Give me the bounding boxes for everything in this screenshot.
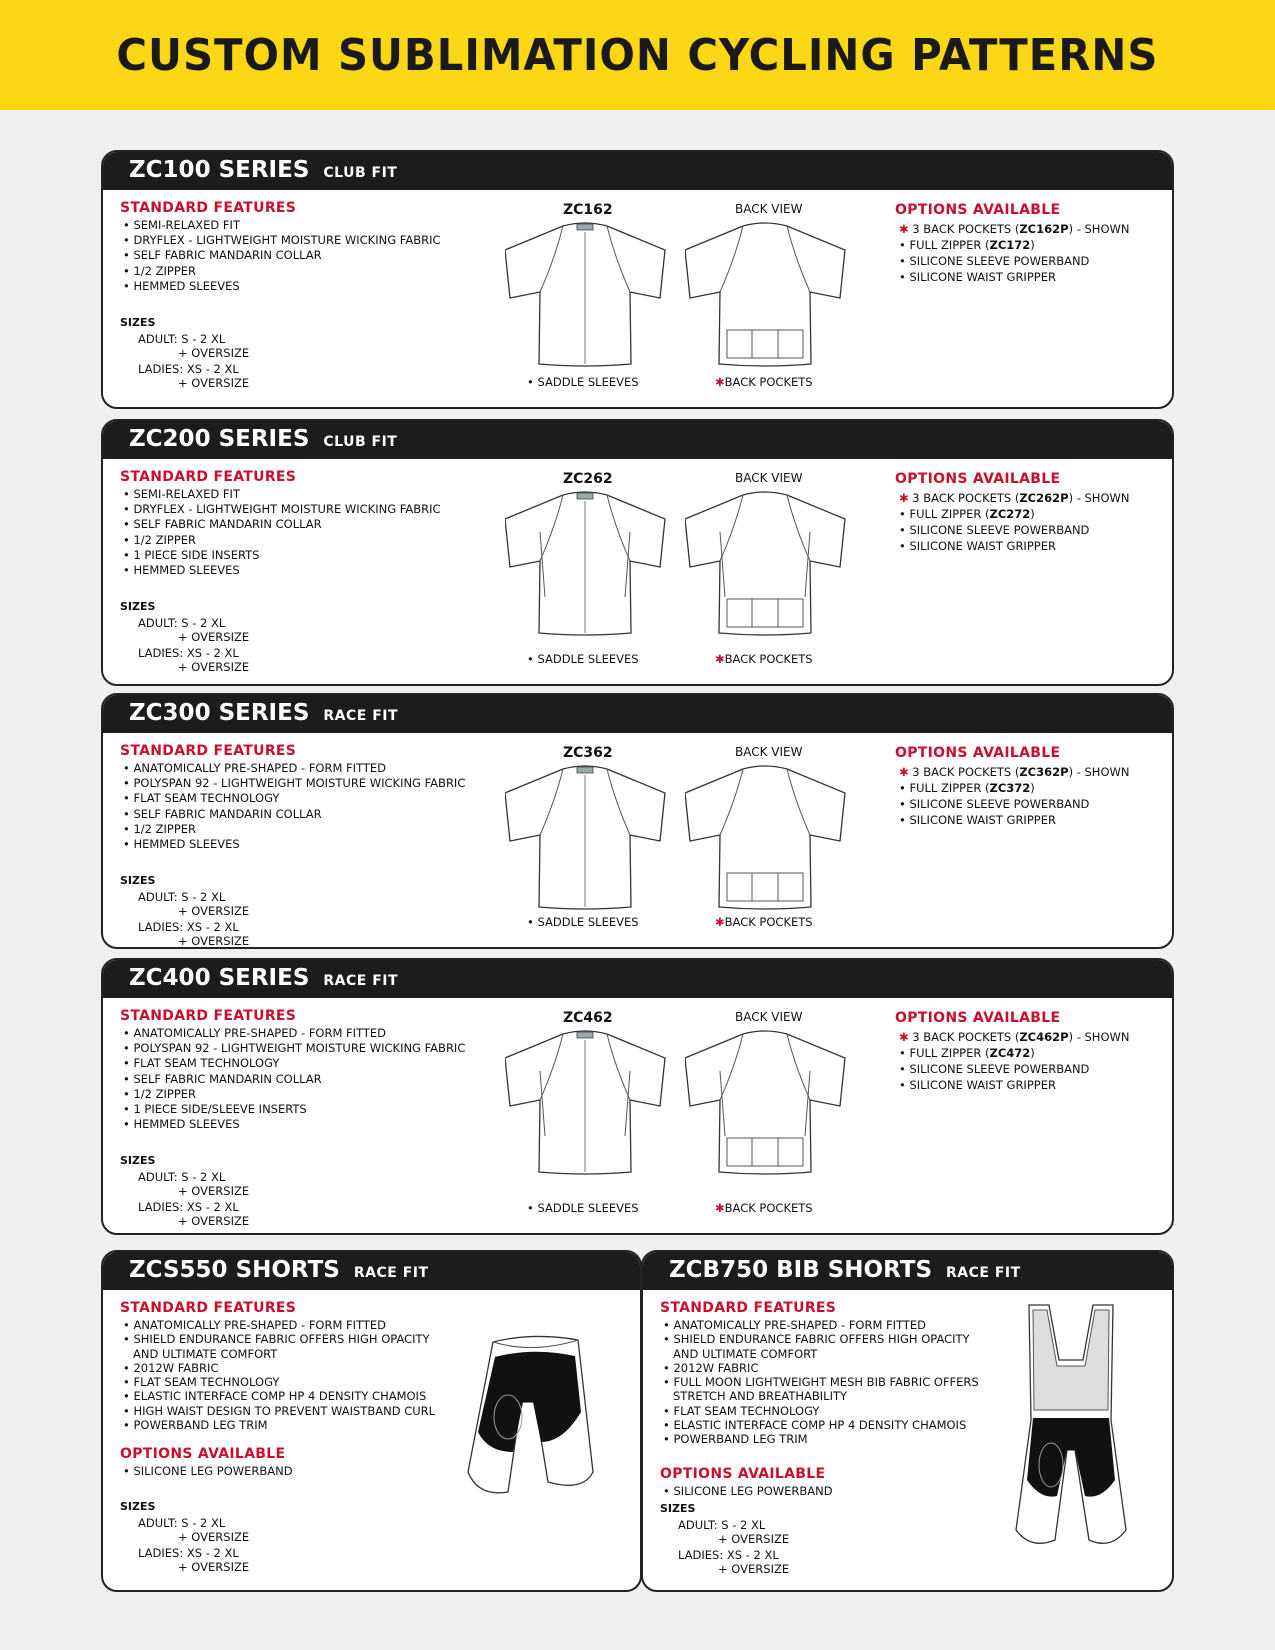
front-jersey-illustration: [505, 218, 670, 378]
option-text: FULL ZIPPER (: [909, 507, 990, 521]
fit-label: RACE FIT: [323, 973, 399, 989]
options-list: [895, 490, 1129, 554]
shorts-panel: [101, 1250, 642, 1592]
list-item: • POWERBAND LEG TRIM: [660, 1432, 979, 1446]
list-item: • HIGH WAIST DESIGN TO PREVENT WAISTBAND CURL: [120, 1404, 435, 1418]
panel-header: [103, 152, 1172, 190]
feature-item: • SELF FABRIC MANDARIN COLLAR: [120, 517, 441, 532]
size-ladies-oversize: + OVERSIZE: [178, 1560, 250, 1574]
size-adult-oversize: + OVERSIZE: [718, 1532, 790, 1546]
size-adult-oversize: + OVERSIZE: [178, 1530, 250, 1544]
feature-item: • 1/2 ZIPPER: [120, 264, 441, 279]
caption-text: SADDLE SLEEVES: [537, 1201, 639, 1215]
feature-item: • SELF FABRIC MANDARIN COLLAR: [120, 248, 441, 263]
series-panel: [101, 150, 1174, 409]
panel-header: [103, 960, 1172, 998]
back-view-label: BACK VIEW: [735, 471, 803, 485]
feature-item: • HEMMED SLEEVES: [120, 563, 441, 578]
feature-item: • 1 PIECE SIDE INSERTS: [120, 548, 441, 563]
feature-item: • 1 PIECE SIDE/SLEEVE INSERTS: [120, 1102, 465, 1117]
feature-item: • POLYSPAN 92 - LIGHTWEIGHT MOISTURE WICKING FABRIC: [120, 1041, 465, 1056]
option-text: SILICONE WAIST GRIPPER: [909, 270, 1056, 284]
list-item: • FULL MOON LIGHTWEIGHT MESH BIB FABRIC OFFERS: [660, 1375, 979, 1389]
size-ladies: LADIES: XS - 2 XL: [138, 1546, 239, 1560]
option-item: [895, 1029, 1129, 1045]
features-list: [120, 487, 441, 578]
options-heading: OPTIONS AVAILABLE: [895, 745, 1061, 761]
shorts-illustration: [463, 1332, 603, 1532]
caption-text: SADDLE SLEEVES: [537, 915, 639, 929]
options-heading: OPTIONS AVAILABLE: [895, 1010, 1061, 1026]
option-item: [895, 253, 1129, 269]
back-view-label: BACK VIEW: [735, 1010, 803, 1024]
option-code: ZC372: [989, 781, 1031, 795]
feature-item: • ANATOMICALLY PRE-SHAPED - FORM FITTED: [120, 1026, 465, 1041]
option-suffix: ) - SHOWN: [1068, 222, 1130, 236]
sizes-heading: SIZES: [120, 600, 156, 614]
list-item: • SHIELD ENDURANCE FABRIC OFFERS HIGH OPACITY: [120, 1332, 435, 1346]
sizes-heading: SIZES: [120, 1500, 156, 1513]
sizes-block: [120, 316, 249, 392]
fit-label: CLUB FIT: [323, 434, 398, 450]
front-jersey-illustration: [505, 761, 670, 921]
option-item: [895, 1077, 1129, 1093]
feature-item: • POLYSPAN 92 - LIGHTWEIGHT MOISTURE WICKING FABRIC: [120, 776, 465, 791]
fit-label: RACE FIT: [353, 1265, 429, 1281]
size-adult: ADULT: S - 2 XL: [138, 616, 226, 631]
option-item: [895, 764, 1129, 780]
options-list: [120, 1464, 293, 1479]
sizes-block: [120, 600, 249, 676]
page-title: CUSTOM SUBLIMATION CYCLING PATTERNS: [116, 29, 1159, 81]
model-code: ZC362: [563, 745, 613, 761]
size-ladies-oversize: + OVERSIZE: [178, 1214, 250, 1229]
standard-features-heading: STANDARD FEATURES: [120, 1008, 297, 1024]
feature-item: • SEMI-RELAXED FIT: [120, 487, 441, 502]
option-item: [895, 538, 1129, 554]
size-ladies: LADIES: XS - 2 XL: [678, 1548, 779, 1562]
size-adult: ADULT: S - 2 XL: [138, 890, 226, 905]
back-pockets-caption: ✱BACK POCKETS: [715, 375, 813, 389]
list-item: • ANATOMICALLY PRE-SHAPED - FORM FITTED: [660, 1318, 979, 1332]
bib-panel: [641, 1250, 1174, 1592]
option-text: SILICONE WAIST GRIPPER: [909, 1078, 1056, 1092]
list-item: • POWERBAND LEG TRIM: [120, 1418, 435, 1432]
fit-label: CLUB FIT: [323, 165, 398, 181]
sizes-heading: SIZES: [660, 1502, 696, 1515]
size-ladies-oversize: + OVERSIZE: [178, 660, 250, 675]
option-text: 3 BACK POCKETS (: [912, 1030, 1020, 1044]
list-item: • ANATOMICALLY PRE-SHAPED - FORM FITTED: [120, 1318, 435, 1332]
series-panel: [101, 419, 1174, 686]
options-heading: OPTIONS AVAILABLE: [120, 1446, 286, 1462]
option-code: ZC162P: [1019, 222, 1069, 236]
option-text: FULL ZIPPER (: [909, 238, 990, 252]
feature-item: • DRYFLEX - LIGHTWEIGHT MOISTURE WICKING FABRIC: [120, 502, 441, 517]
caption-text: SADDLE SLEEVES: [537, 652, 639, 666]
option-text: FULL ZIPPER (: [909, 781, 990, 795]
options-list: [895, 1029, 1129, 1093]
options-list: [895, 221, 1129, 285]
list-item: • SHIELD ENDURANCE FABRIC OFFERS HIGH OPACITY: [660, 1332, 979, 1346]
sizes-block: [660, 1502, 789, 1578]
model-code: ZC262: [563, 471, 613, 487]
list-item: • SILICONE LEG POWERBAND: [120, 1464, 293, 1479]
option-suffix: ) - SHOWN: [1068, 491, 1130, 505]
back-jersey-illustration: [685, 218, 850, 378]
product-name: ZCB750 BIB SHORTS: [669, 1257, 933, 1283]
list-item: • SILICONE LEG POWERBAND: [660, 1484, 833, 1499]
size-adult-oversize: + OVERSIZE: [178, 904, 250, 919]
option-item: [895, 269, 1129, 285]
standard-features-heading: STANDARD FEATURES: [120, 743, 297, 759]
option-code: ZC362P: [1019, 765, 1069, 779]
saddle-sleeves-caption: • SADDLE SLEEVES: [527, 375, 639, 389]
caption-text: SADDLE SLEEVES: [537, 375, 639, 389]
standard-features-heading: STANDARD FEATURES: [120, 1300, 297, 1316]
option-item: [895, 522, 1129, 538]
panel-header: [103, 421, 1172, 459]
option-suffix: ): [1030, 1046, 1035, 1060]
series-name: ZC300 SERIES: [129, 700, 310, 726]
option-suffix: ): [1030, 507, 1035, 521]
option-suffix: ): [1030, 781, 1035, 795]
size-ladies-oversize: + OVERSIZE: [718, 1562, 790, 1576]
sizes-block: [120, 1500, 249, 1576]
option-item: [895, 812, 1129, 828]
options-heading: OPTIONS AVAILABLE: [895, 471, 1061, 487]
list-item: • ELASTIC INTERFACE COMP HP 4 DENSITY CHAMOIS: [660, 1418, 979, 1432]
feature-item: • DRYFLEX - LIGHTWEIGHT MOISTURE WICKING FABRIC: [120, 233, 441, 248]
standard-features-heading: STANDARD FEATURES: [120, 200, 297, 216]
feature-item: • SEMI-RELAXED FIT: [120, 218, 441, 233]
panel-header: [103, 695, 1172, 733]
option-item: [895, 506, 1129, 522]
panel-header: [643, 1252, 1172, 1290]
option-text: 3 BACK POCKETS (: [912, 491, 1020, 505]
size-ladies-oversize: + OVERSIZE: [178, 376, 250, 390]
bib-shorts-illustration: [1011, 1300, 1131, 1570]
feature-item: • 1/2 ZIPPER: [120, 822, 465, 837]
saddle-sleeves-caption: • SADDLE SLEEVES: [527, 652, 639, 666]
option-item: [895, 490, 1129, 506]
back-pockets-caption: ✱BACK POCKETS: [715, 915, 813, 929]
features-list: [120, 218, 441, 294]
product-name: ZCS550 SHORTS: [129, 1257, 340, 1283]
back-jersey-illustration: [685, 1026, 850, 1186]
feature-item: • FLAT SEAM TECHNOLOGY: [120, 791, 465, 806]
feature-item: • SELF FABRIC MANDARIN COLLAR: [120, 807, 465, 822]
features-list: [120, 1026, 465, 1132]
options-list: [895, 764, 1129, 828]
series-name: ZC100 SERIES: [129, 157, 310, 183]
option-suffix: ) - SHOWN: [1068, 1030, 1130, 1044]
option-item: [895, 780, 1129, 796]
list-item: • FLAT SEAM TECHNOLOGY: [120, 1375, 435, 1389]
option-text: FULL ZIPPER (: [909, 1046, 990, 1060]
back-pockets-caption: ✱BACK POCKETS: [715, 1201, 813, 1215]
sizes-heading: SIZES: [120, 316, 156, 329]
option-text: 3 BACK POCKETS (: [912, 222, 1020, 236]
list-item: AND ULTIMATE COMFORT: [673, 1346, 818, 1361]
size-adult: ADULT: S - 2 XL: [138, 1170, 226, 1185]
size-adult: ADULT: S - 2 XL: [138, 332, 226, 346]
option-code: ZC472: [989, 1046, 1031, 1060]
back-view-label: BACK VIEW: [735, 745, 803, 759]
saddle-sleeves-caption: • SADDLE SLEEVES: [527, 1201, 639, 1215]
series-name: ZC400 SERIES: [129, 965, 310, 991]
feature-item: • HEMMED SLEEVES: [120, 837, 465, 852]
list-item: • 2012W FABRIC: [120, 1361, 435, 1375]
options-list: [660, 1484, 833, 1499]
back-view-label: BACK VIEW: [735, 202, 803, 216]
features-list: [120, 761, 465, 852]
size-adult: ADULT: S - 2 XL: [138, 1516, 226, 1530]
feature-item: • SELF FABRIC MANDARIN COLLAR: [120, 1072, 465, 1087]
options-heading: OPTIONS AVAILABLE: [895, 202, 1061, 218]
fit-label: RACE FIT: [946, 1265, 1021, 1281]
features-list: [120, 1318, 435, 1432]
standard-features-heading: STANDARD FEATURES: [120, 469, 297, 485]
option-text: SILICONE SLEEVE POWERBAND: [909, 254, 1090, 268]
sizes-heading: SIZES: [120, 1154, 156, 1168]
option-suffix: ) - SHOWN: [1068, 765, 1130, 779]
feature-item: • FLAT SEAM TECHNOLOGY: [120, 1056, 465, 1071]
option-code: ZC272: [989, 507, 1031, 521]
list-item: STRETCH AND BREATHABILITY: [673, 1389, 848, 1404]
option-code: ZC262P: [1019, 491, 1069, 505]
option-text: SILICONE SLEEVE POWERBAND: [909, 797, 1090, 811]
model-code: ZC462: [563, 1010, 613, 1026]
size-adult: ADULT: S - 2 XL: [678, 1518, 766, 1532]
caption-text: BACK POCKETS: [724, 375, 813, 389]
features-list: [660, 1318, 979, 1447]
option-text: SILICONE WAIST GRIPPER: [909, 813, 1056, 827]
saddle-sleeves-caption: • SADDLE SLEEVES: [527, 915, 639, 929]
sizes-block: [120, 874, 249, 949]
option-item: [895, 237, 1129, 253]
option-code: ZC462P: [1019, 1030, 1069, 1044]
caption-text: BACK POCKETS: [724, 1201, 813, 1215]
list-item: • 2012W FABRIC: [660, 1361, 979, 1375]
option-code: ZC172: [989, 238, 1031, 252]
panel-header: [103, 1252, 640, 1290]
feature-item: • ANATOMICALLY PRE-SHAPED - FORM FITTED: [120, 761, 465, 776]
caption-text: BACK POCKETS: [724, 915, 813, 929]
option-text: SILICONE WAIST GRIPPER: [909, 539, 1056, 553]
model-code: ZC162: [563, 202, 613, 218]
size-ladies: LADIES: XS - 2 XL: [138, 920, 239, 935]
series-name: ZC200 SERIES: [129, 426, 310, 452]
size-ladies: LADIES: XS - 2 XL: [138, 362, 239, 376]
list-item: • ELASTIC INTERFACE COMP HP 4 DENSITY CHAMOIS: [120, 1389, 435, 1403]
option-item: [895, 1045, 1129, 1061]
options-heading: OPTIONS AVAILABLE: [660, 1466, 826, 1482]
back-jersey-illustration: [685, 761, 850, 921]
back-pockets-caption: ✱BACK POCKETS: [715, 652, 813, 666]
option-text: SILICONE SLEEVE POWERBAND: [909, 1062, 1090, 1076]
series-panel: [101, 958, 1174, 1235]
option-item: [895, 1061, 1129, 1077]
option-item: [895, 221, 1129, 237]
size-ladies: LADIES: XS - 2 XL: [138, 1200, 239, 1215]
size-adult-oversize: + OVERSIZE: [178, 630, 250, 645]
feature-item: • 1/2 ZIPPER: [120, 533, 441, 548]
series-panel: [101, 693, 1174, 949]
feature-item: • HEMMED SLEEVES: [120, 1117, 465, 1132]
list-item: AND ULTIMATE COMFORT: [133, 1346, 278, 1361]
front-jersey-illustration: [505, 487, 670, 647]
size-adult-oversize: + OVERSIZE: [178, 346, 250, 360]
feature-item: • 1/2 ZIPPER: [120, 1087, 465, 1102]
option-item: [895, 796, 1129, 812]
sizes-heading: SIZES: [120, 874, 156, 888]
title-banner: [0, 0, 1275, 110]
list-item: • FLAT SEAM TECHNOLOGY: [660, 1404, 979, 1418]
caption-text: BACK POCKETS: [724, 652, 813, 666]
feature-item: • HEMMED SLEEVES: [120, 279, 441, 294]
back-jersey-illustration: [685, 487, 850, 647]
option-text: SILICONE SLEEVE POWERBAND: [909, 523, 1090, 537]
fit-label: RACE FIT: [323, 708, 399, 724]
option-suffix: ): [1030, 238, 1035, 252]
size-ladies: LADIES: XS - 2 XL: [138, 646, 239, 661]
size-ladies-oversize: + OVERSIZE: [178, 934, 250, 949]
option-text: 3 BACK POCKETS (: [912, 765, 1020, 779]
sizes-block: [120, 1154, 249, 1230]
standard-features-heading: STANDARD FEATURES: [660, 1300, 837, 1316]
size-adult-oversize: + OVERSIZE: [178, 1184, 250, 1199]
front-jersey-illustration: [505, 1026, 670, 1186]
